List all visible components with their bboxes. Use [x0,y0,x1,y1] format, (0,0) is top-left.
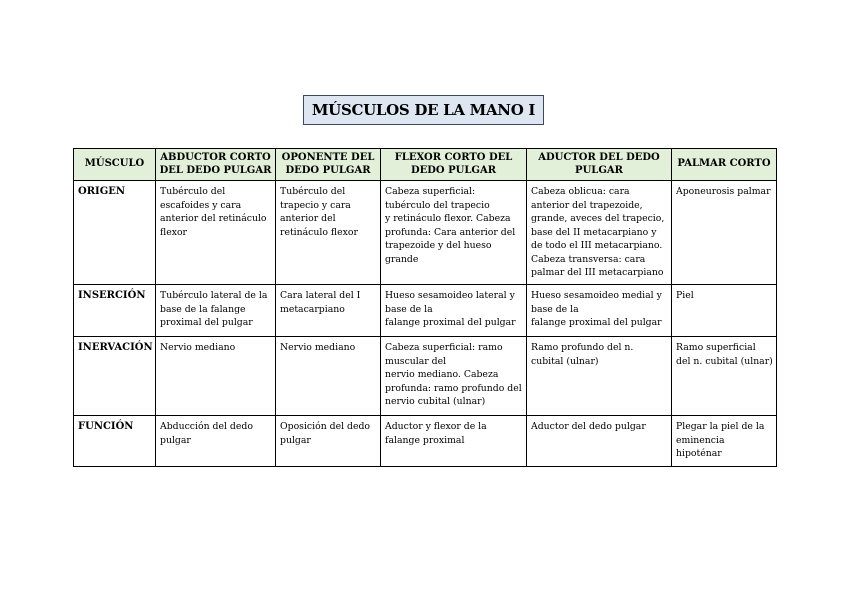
table-cell: Piel [672,285,777,337]
table-cell: Nervio mediano [156,337,276,416]
table-cell: Cabeza superficial: ramo muscular del nervio mediano. Cabeza profunda: ramo profundo del nervio cubital (ulnar) [381,337,527,416]
table-cell: Tubérculo del escafoides y cara anterior del retináculo flexor [156,181,276,285]
table-cell: Tubérculo lateral de la base de la falange proximal del pulgar [156,285,276,337]
row-label-insercion: INSERCIÓN [74,285,156,337]
header-row-label: MÚSCULO [74,149,156,181]
table-cell: Hueso sesamoideo lateral y base de la falange proximal del pulgar [381,285,527,337]
row-label-inervacion: INERVACIÓN [74,337,156,416]
table-row [74,285,777,337]
table-row [74,181,777,285]
table-cell: Ramo profundo del n. cubital (ulnar) [527,337,672,416]
row-label-funcion: FUNCIÓN [74,416,156,467]
table-cell: Abducción del dedo pulgar [156,416,276,467]
table-cell: Tubérculo del trapecio y cara anterior del retináculo flexor [276,181,381,285]
table-cell: Cabeza superficial: tubérculo del trapecio y retináculo flexor. Cabeza profunda: Cara anterior del trapezoide y del hueso grande [381,181,527,285]
page-title: MÚSCULOS DE LA MANO I [303,95,544,125]
header-aductor: ADUCTOR DEL DEDO PULGAR [527,149,672,181]
header-oponente: OPONENTE DEL DEDO PULGAR [276,149,381,181]
header-row [74,149,777,181]
table-cell: Nervio mediano [276,337,381,416]
table-cell: Aponeurosis palmar [672,181,777,285]
muscles-table [73,148,777,467]
table-cell: Oposición del dedo pulgar [276,416,381,467]
table-cell: Cara lateral del I metacarpiano [276,285,381,337]
table-cell: Hueso sesamoideo medial y base de la falange proximal del pulgar [527,285,672,337]
row-label-origen: ORIGEN [74,181,156,285]
table-cell: Ramo superficial del n. cubital (ulnar) [672,337,777,416]
table-cell: Plegar la piel de la eminencia hipoténar [672,416,777,467]
table-cell: Aductor y flexor de la falange proximal [381,416,527,467]
table-row [74,337,777,416]
table-cell: Aductor del dedo pulgar [527,416,672,467]
header-abductor-corto: ABDUCTOR CORTO DEL DEDO PULGAR [156,149,276,181]
header-palmar-corto: PALMAR CORTO [672,149,777,181]
header-flexor-corto: FLEXOR CORTO DEL DEDO PULGAR [381,149,527,181]
table-row [74,416,777,467]
table-cell: Cabeza oblicua: cara anterior del trapezoide, grande, aveces del trapecio, base del II metacarpiano y de todo el III metacarpiano. Cabeza transversa: cara palmar del III metacarpiano [527,181,672,285]
